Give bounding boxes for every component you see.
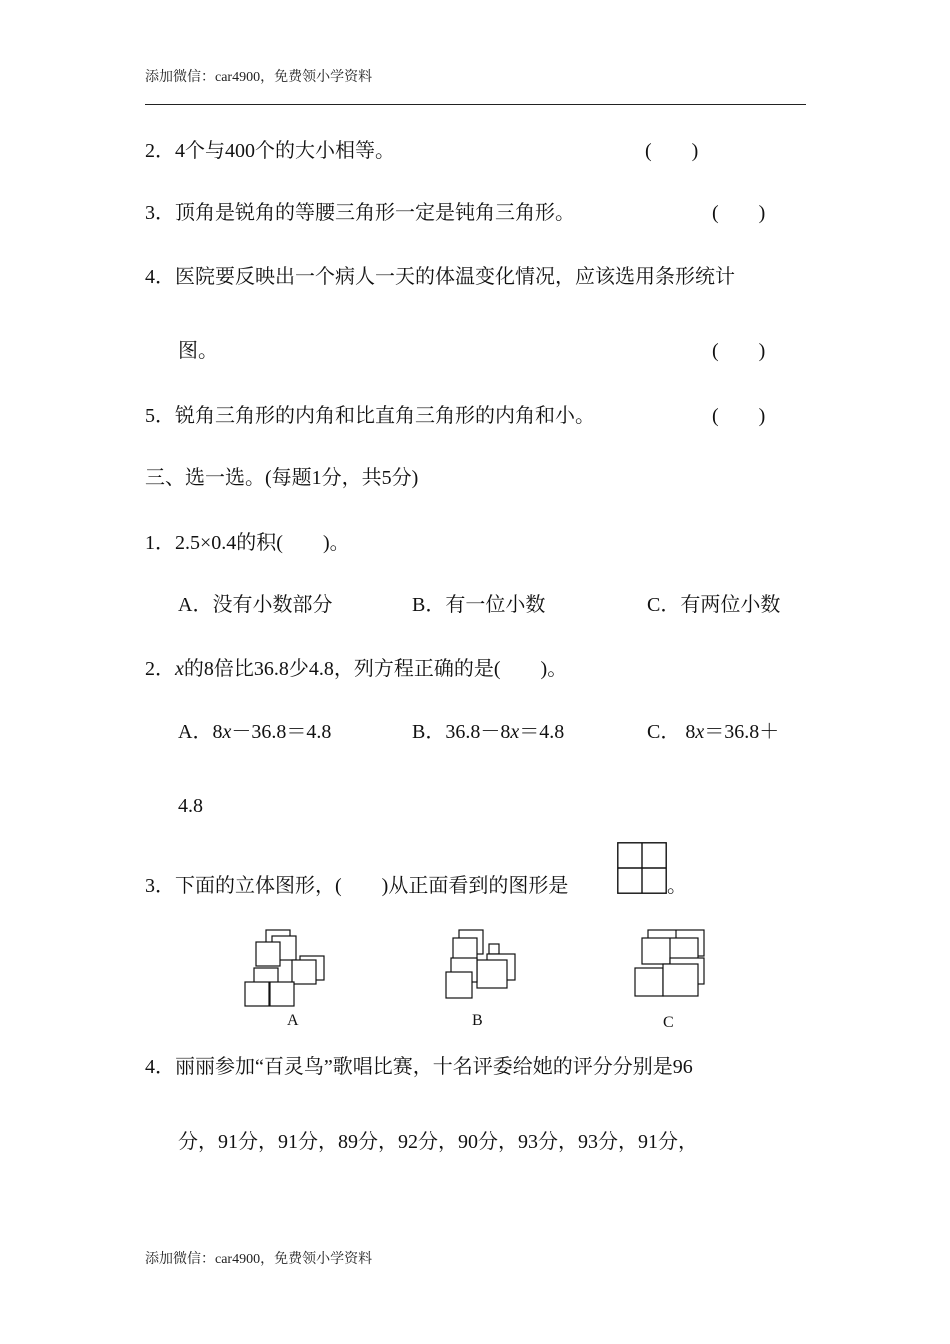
q-number: 1． (145, 532, 175, 554)
answer-blank[interactable]: ( ) (645, 140, 699, 162)
front-view-figure (617, 842, 667, 894)
judge-q3 (145, 200, 575, 226)
header-watermark: 添加微信：car4900，免费领小学资料 (145, 70, 373, 85)
answer-blank[interactable]: ( ) (712, 340, 766, 362)
q-text: 顶角是锐角的等腰三角形一定是钝角三角形。 (175, 202, 575, 224)
option-a[interactable] (178, 719, 331, 745)
judge-q4 (145, 264, 735, 290)
option-c[interactable]: C．有两位小数 (647, 594, 781, 616)
q-text: 4个与400个的大小相等。 (175, 140, 395, 162)
figure-label-a: A (287, 1012, 299, 1029)
q-text: 的8倍比36.8少4.8，列方程正确的是( )。 (183, 658, 568, 680)
q-text: 丽丽参加“百灵鸟”歌唱比赛，十名评委给她的评分分别是96 (175, 1056, 693, 1078)
q-text: 2.5×0.4的积( )。 (175, 532, 350, 554)
variable-x: x (175, 658, 184, 680)
option-c-post: ＝36.8＋ (704, 721, 780, 743)
option-c-var: x (695, 721, 705, 743)
answer-blank[interactable]: ( ) (712, 405, 766, 427)
answer-blank[interactable]: ( ) (712, 202, 766, 224)
choice-q1 (145, 530, 350, 556)
option-a-pre: A．8 (178, 721, 223, 743)
option-a[interactable]: A．没有小数部分 (178, 594, 333, 616)
option-b[interactable] (412, 719, 564, 745)
choice-q4-cont: 分，91分，91分，89分，92分，90分，93分，93分，91分， (178, 1131, 698, 1153)
q-number: 3． (145, 875, 175, 897)
solid-figure-c[interactable] (634, 930, 708, 1000)
option-b-post: ＝4.8 (519, 721, 565, 743)
option-c-cont: 4.8 (178, 795, 203, 817)
option-b-var: x (510, 721, 520, 743)
q-text: 下面的立体图形，( )从正面看到的图形是 (175, 875, 569, 897)
q-number: 3． (145, 202, 175, 224)
judge-q4-cont: 图。 (178, 340, 218, 362)
option-a-var: x (222, 721, 232, 743)
judge-q5 (145, 403, 595, 429)
q-number: 5． (145, 405, 175, 427)
solid-figure-b[interactable] (445, 930, 521, 1000)
q-text-end: 。 (667, 875, 687, 897)
choice-q3 (145, 873, 568, 899)
figure-label-c: C (663, 1014, 674, 1031)
section-title: 三、选一选。(每题1分，共5分) (145, 467, 419, 489)
choice-q2 (145, 656, 567, 682)
q-number: 4． (145, 266, 175, 288)
solid-figure-a[interactable] (244, 930, 328, 1010)
figure-label-b: B (472, 1012, 483, 1029)
header-rule (145, 104, 806, 105)
option-c[interactable] (647, 719, 779, 745)
judge-q2 (145, 138, 395, 164)
option-b[interactable]: B．有一位小数 (412, 594, 546, 616)
option-a-post: －36.8＝4.8 (231, 721, 332, 743)
footer-watermark: 添加微信：car4900，免费领小学资料 (145, 1252, 373, 1267)
q-text: 医院要反映出一个病人一天的体温变化情况，应该选用条形统计 (175, 266, 735, 288)
q-number: 2． (145, 658, 175, 680)
choice-q4 (145, 1054, 693, 1080)
q-number: 4． (145, 1056, 175, 1078)
option-b-pre: B．36.8－8 (412, 721, 511, 743)
option-c-pre: C． 8 (647, 721, 696, 743)
q-text: 锐角三角形的内角和比直角三角形的内角和小。 (175, 405, 595, 427)
q-number: 2． (145, 140, 175, 162)
